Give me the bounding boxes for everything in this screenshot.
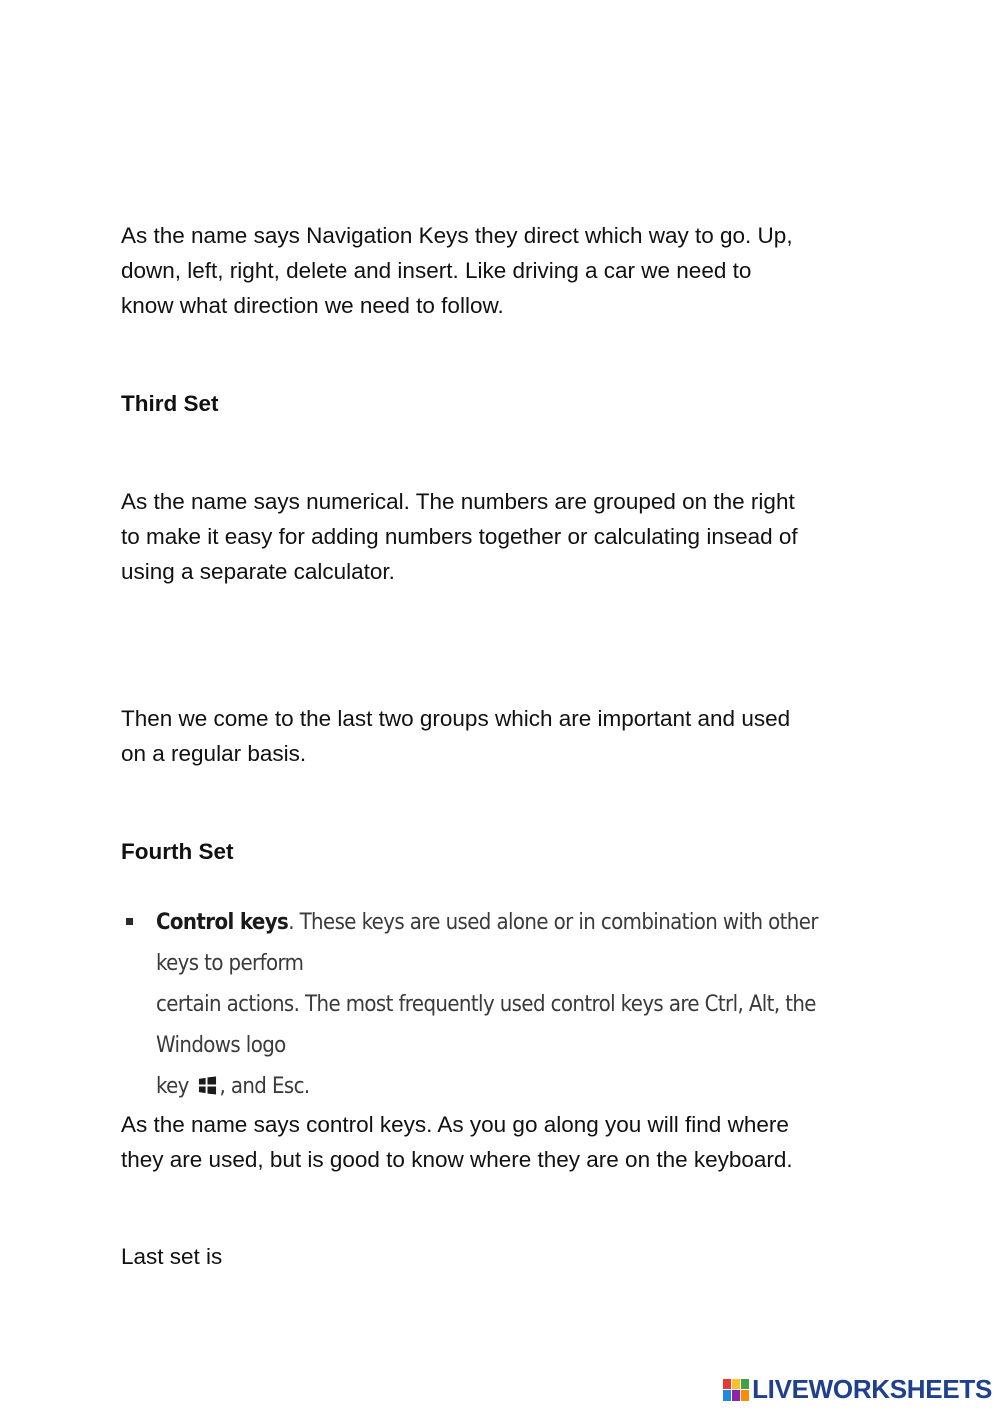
fourth-set-heading: Fourth Set [121, 839, 234, 864]
groups-paragraph [121, 701, 881, 771]
logo-tile [723, 1379, 731, 1390]
logo-tile [723, 1390, 731, 1401]
control-keys-text [156, 902, 856, 1107]
control-keys-line-3b: , and Esc. [219, 1074, 310, 1099]
navigation-paragraph [121, 218, 881, 323]
control-paragraph [121, 1107, 881, 1177]
last-set-paragraph: Last set is [121, 1244, 223, 1269]
bullet-square-icon [126, 918, 133, 925]
groups-line-2: on a regular basis. [121, 741, 307, 766]
control-line-1: As the name says control keys. As you go along you will find where [121, 1112, 789, 1137]
navigation-line-1: As the name says Navigation Keys they direct which way to go. Up, [121, 223, 793, 248]
windows-logo-icon [198, 1076, 217, 1095]
navigation-line-2: down, left, right, delete and insert. Like driving a car we need to [121, 258, 752, 283]
navigation-line-3: know what direction we need to follow. [121, 293, 504, 318]
control-keys-line-1: . These keys are used alone or in combination with other keys to perform [156, 910, 818, 976]
numerical-line-3: using a separate calculator. [121, 559, 395, 584]
numerical-line-2: to make it easy for adding numbers together or calculating insead of [121, 524, 798, 549]
control-line-2: they are used, but is good to know where they are on the keyboard. [121, 1147, 793, 1172]
liveworksheets-logo [723, 1374, 992, 1405]
logo-tile [732, 1379, 740, 1390]
control-keys-line-3a: key [156, 1074, 189, 1099]
logo-tile [741, 1390, 749, 1401]
liveworksheets-brand-text: LIVEWORKSHEETS [752, 1374, 992, 1404]
groups-line-1: Then we come to the last two groups which are important and used [121, 706, 791, 731]
logo-tile [732, 1390, 740, 1401]
control-keys-term: Control keys [156, 910, 289, 935]
third-set-heading: Third Set [121, 391, 219, 416]
numerical-line-1: As the name says numerical. The numbers are grouped on the right [121, 489, 795, 514]
liveworksheets-logo-icon [723, 1379, 749, 1401]
logo-tile [741, 1379, 749, 1390]
numerical-paragraph [121, 484, 881, 589]
control-keys-bullet [126, 902, 856, 1107]
control-keys-line-2: certain actions. The most frequently used control keys are Ctrl, Alt, the Windows logo [156, 992, 816, 1058]
